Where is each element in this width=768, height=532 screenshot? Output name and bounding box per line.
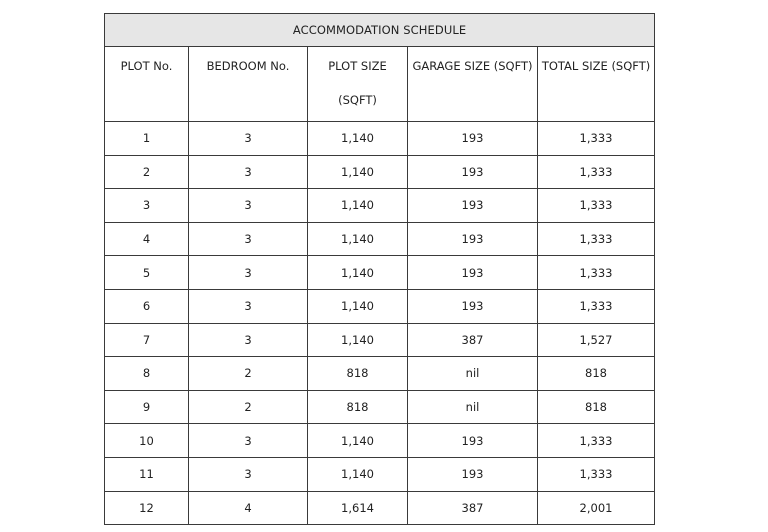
cell-bedroom-no: 3 (189, 457, 308, 491)
cell-plot-no: 7 (105, 323, 189, 357)
header-total-size (538, 47, 655, 122)
table-row (105, 323, 655, 357)
header-plot-size-label: PLOT SIZE (328, 59, 387, 73)
cell-plot-size: 1,140 (308, 289, 408, 323)
cell-garage-size: 193 (408, 189, 538, 223)
cell-plot-size: 818 (308, 357, 408, 391)
cell-garage-size: 193 (408, 289, 538, 323)
cell-bedroom-no: 3 (189, 155, 308, 189)
cell-plot-no: 2 (105, 155, 189, 189)
table-row (105, 390, 655, 424)
cell-plot-no: 5 (105, 256, 189, 290)
cell-plot-size: 1,140 (308, 256, 408, 290)
cell-total-size: 1,333 (538, 122, 655, 156)
cell-plot-no: 12 (105, 491, 189, 525)
cell-total-size: 1,527 (538, 323, 655, 357)
cell-total-size: 2,001 (538, 491, 655, 525)
cell-total-size: 1,333 (538, 424, 655, 458)
table-row (105, 424, 655, 458)
cell-bedroom-no: 2 (189, 357, 308, 391)
header-garage-size (408, 47, 538, 122)
cell-plot-no: 3 (105, 189, 189, 223)
cell-plot-no: 4 (105, 222, 189, 256)
cell-plot-no: 10 (105, 424, 189, 458)
cell-bedroom-no: 3 (189, 256, 308, 290)
cell-plot-no: 11 (105, 457, 189, 491)
cell-total-size: 1,333 (538, 289, 655, 323)
cell-plot-size: 1,140 (308, 189, 408, 223)
cell-bedroom-no: 4 (189, 491, 308, 525)
cell-plot-no: 1 (105, 122, 189, 156)
accommodation-schedule-table (104, 13, 655, 525)
header-garage-size-label: GARAGE SIZE (SQFT) (412, 59, 533, 73)
cell-garage-size: 387 (408, 491, 538, 525)
cell-plot-no: 9 (105, 390, 189, 424)
cell-bedroom-no: 2 (189, 390, 308, 424)
cell-bedroom-no: 3 (189, 189, 308, 223)
cell-bedroom-no: 3 (189, 222, 308, 256)
cell-total-size: 818 (538, 357, 655, 391)
cell-plot-size: 1,140 (308, 323, 408, 357)
header-plot-size-unit: (SQFT) (338, 93, 377, 107)
cell-garage-size: nil (408, 390, 538, 424)
table-row (105, 289, 655, 323)
table-title: ACCOMMODATION SCHEDULE (105, 14, 655, 47)
cell-bedroom-no: 3 (189, 289, 308, 323)
cell-plot-size: 1,614 (308, 491, 408, 525)
cell-total-size: 1,333 (538, 256, 655, 290)
table-row (105, 256, 655, 290)
cell-bedroom-no: 3 (189, 323, 308, 357)
cell-plot-no: 8 (105, 357, 189, 391)
cell-plot-size: 818 (308, 390, 408, 424)
header-bedroom-no-label: BEDROOM No. (206, 59, 290, 73)
cell-garage-size: 193 (408, 122, 538, 156)
table-row (105, 457, 655, 491)
table-header-row (105, 47, 655, 122)
cell-plot-size: 1,140 (308, 155, 408, 189)
cell-total-size: 1,333 (538, 189, 655, 223)
cell-plot-no: 6 (105, 289, 189, 323)
cell-garage-size: 193 (408, 155, 538, 189)
header-total-size-label: TOTAL SIZE (SQFT) (541, 59, 651, 73)
cell-garage-size: 193 (408, 424, 538, 458)
table-row (105, 357, 655, 391)
cell-bedroom-no: 3 (189, 424, 308, 458)
header-plot-no-label: PLOT No. (120, 59, 173, 73)
cell-total-size: 1,333 (538, 457, 655, 491)
table-row (105, 491, 655, 525)
header-plot-size (308, 47, 408, 122)
cell-garage-size: nil (408, 357, 538, 391)
cell-garage-size: 193 (408, 222, 538, 256)
table-row (105, 122, 655, 156)
cell-plot-size: 1,140 (308, 222, 408, 256)
cell-plot-size: 1,140 (308, 424, 408, 458)
table-title-row (105, 14, 655, 47)
cell-total-size: 818 (538, 390, 655, 424)
cell-plot-size: 1,140 (308, 457, 408, 491)
cell-bedroom-no: 3 (189, 122, 308, 156)
table-row (105, 155, 655, 189)
cell-total-size: 1,333 (538, 155, 655, 189)
table-body (105, 122, 655, 525)
cell-garage-size: 193 (408, 457, 538, 491)
table-row (105, 189, 655, 223)
table-row (105, 222, 655, 256)
cell-garage-size: 387 (408, 323, 538, 357)
header-plot-no (105, 47, 189, 122)
header-bedroom-no (189, 47, 308, 122)
cell-garage-size: 193 (408, 256, 538, 290)
cell-total-size: 1,333 (538, 222, 655, 256)
cell-plot-size: 1,140 (308, 122, 408, 156)
